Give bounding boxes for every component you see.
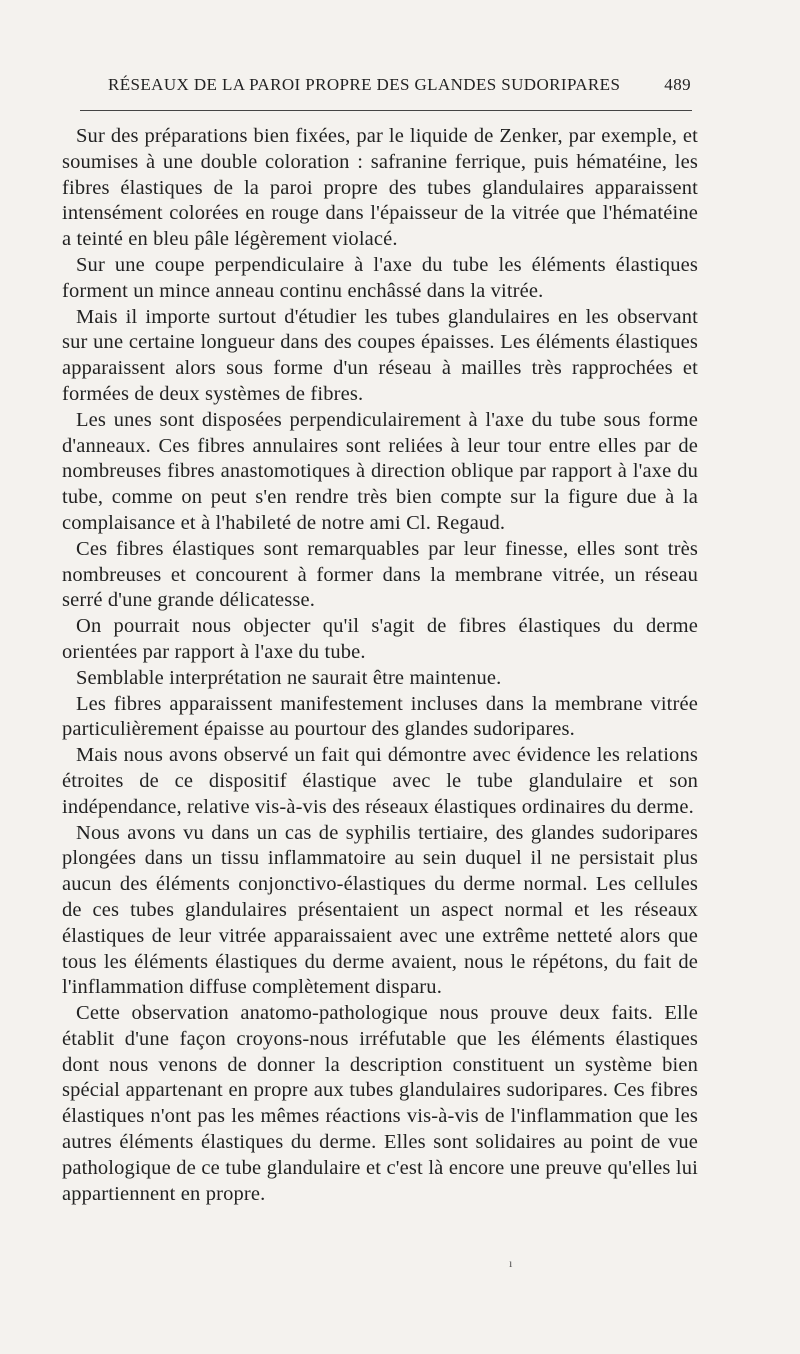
paragraph: Mais nous avons observé un fait qui démontre avec évidence les relations étroites de ce dispositif élastique avec le tube glandulaire et son indépendance, relative vis-à-vis des réseaux élastiques ordinaires du derme. [62,744,698,818]
paragraph: Semblable interprétation ne saurait être maintenue. [76,666,502,689]
paragraph: Sur une coupe perpendiculaire à l'axe du tube les éléments élastiques forment un mince anneau continu enchâssé dans la vitrée. [62,253,698,302]
paragraph: Les fibres apparaissent manifestement incluses dans la membrane vitrée particulièrement épaisse au pourtour des glandes sudoripares. [62,692,698,741]
footer-mark: ı [509,1256,513,1270]
paragraph: Nous avons vu dans un cas de syphilis tertiaire, des glandes sudoripares plongées dans un tissu inflammatoire au sein duquel il ne persistait plus aucun des éléments conjonctivo-élastiques du derme normal. Les cellules de ces tubes glandulaires présentaient un aspect normal et les réseaux élastiques de leur vitrée apparaissaient avec une extrême netteté alors que tous les éléments élastiques du derme avaient, nous le répétons, du fait de l'inflammation diffuse complètement disparu. [62,821,698,999]
paragraph: On pourrait nous objecter qu'il s'agit de fibres élastiques du derme orientées par rapport à l'axe du tube. [62,615,698,663]
paragraph: Les unes sont disposées perpendiculairement à l'axe du tube sous forme d'anneaux. Ces fibres annulaires sont reliées à leur tour entre elles par de nombreuses fibres anastomotiques à direction oblique par rapport à l'axe du tube, comme on peut s'en rendre très bien compte sur la figure due à la complaisance et à l'habileté de notre ami Cl. Regaud. [62,408,698,534]
paragraph: Ces fibres élastiques sont remarquables par leur finesse, elles sont très nombreuses et concourent à former dans la membrane vitrée, un réseau serré d'une grande délicatesse. [62,537,698,612]
paragraph: Sur des préparations bien fixées, par le liquide de Zenker, par exemple, et soumises à une double coloration : safranine ferrique, puis hématéine, les fibres élastiques de la paroi propre des tubes glandulaires apparaissent intensément colorées en rouge dans l'épaisseur de la vitrée que l'hématéine a teinté en bleu pâle légèrement violacé. [62,125,698,251]
page-number: 489 [664,75,691,94]
paragraph: Cette observation anatomo-pathologique nous prouve deux faits. Elle établit d'une façon croyons-nous irréfutable que les éléments élastiques dont nous venons de donner la description constituent un système bien spécial appartenant en propre aux tubes glandulaires sudoripares. Ces fibres élastiques n'ont pas les mêmes réactions vis-à-vis de l'inflammation que les autres éléments élastiques du derme. Elles sont solidaires au point de vue pathologique de ce tube glandulaire et c'est là encore une preuve qu'elles lui appartiennent en propre. [62,1002,698,1205]
running-header [80,72,698,102]
running-title: RÉSEAUX DE LA PAROI PROPRE DES GLANDES SUDORIPARES [108,75,621,94]
header-rule [80,110,692,111]
paragraph: Mais il importe surtout d'étudier les tubes glandulaires en les observant sur une certaine longueur dans des coupes épaisses. Les éléments élastiques apparaissent alors sous forme d'un réseau à mailles très rapprochées et formées de deux systèmes de fibres. [62,305,698,405]
body-text [62,124,698,1207]
